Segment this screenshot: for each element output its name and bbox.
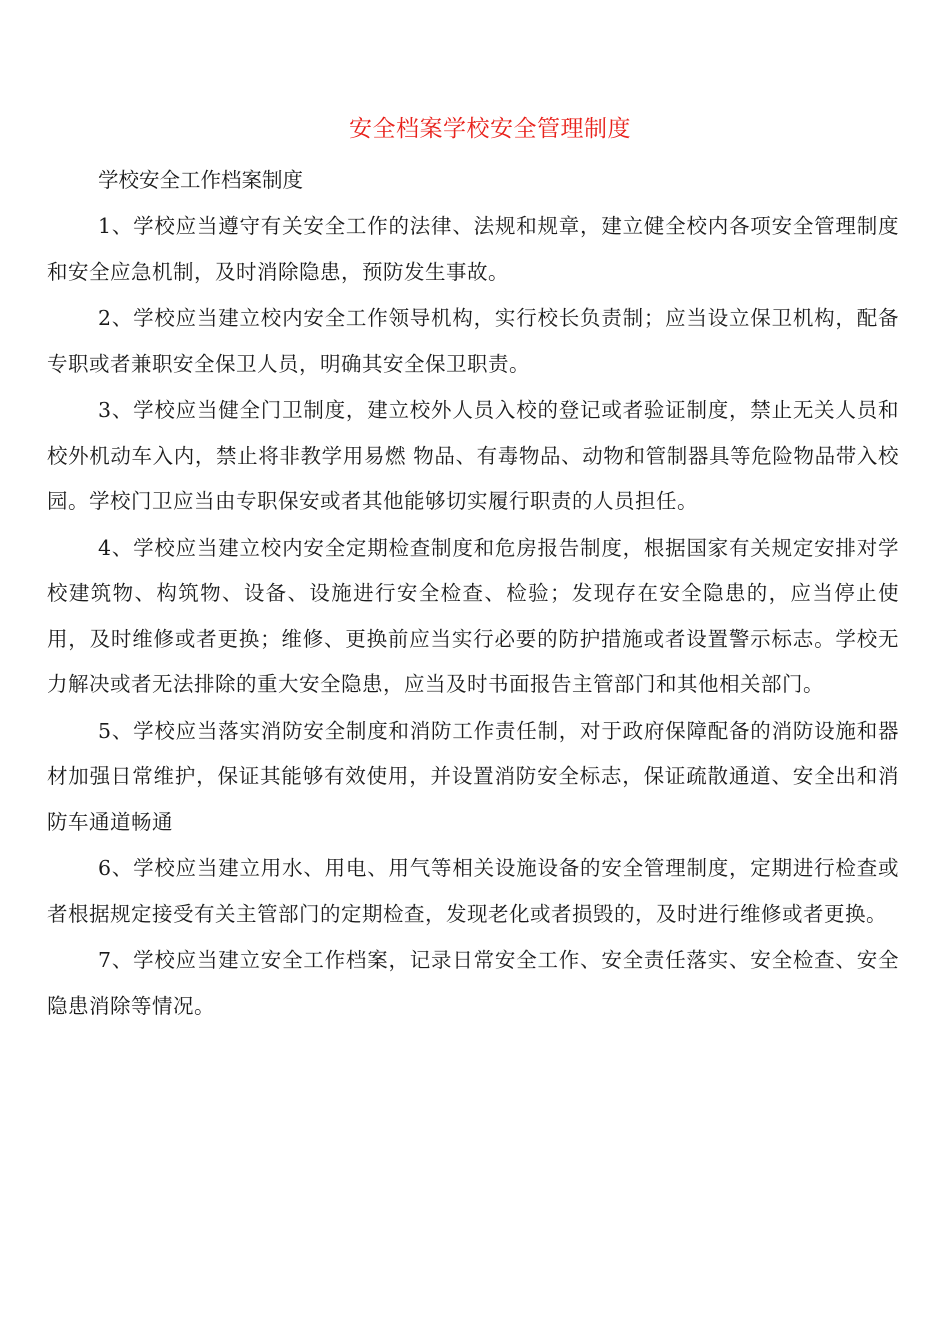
paragraph-5: 5、学校应当落实消防安全制度和消防工作责任制，对于政府保障配备的消防设施和器材加强日常维护，保证其能够有效使用，并设置消防安全标志，保证疏散通道、安全出和消防车通道畅通 — [47, 718, 899, 834]
document-subtitle: 学校安全工作档案制度 — [98, 168, 303, 192]
paragraph-2: 2、学校应当建立校内安全工作领导机构，实行校长负责制；应当设立保卫机构，配备专职或者兼职安全保卫人员，明确其安全保卫职责。 — [47, 306, 899, 376]
paragraph-4: 4、学校应当建立校内安全定期检查制度和危房报告制度，根据国家有关规定安排对学校建筑物、构筑物、设备、设施进行安全检查、检验；发现存在安全隐患的，应当停止使用，及时维修或者更换；维修、更换前应当实行必要的防护措施或者设置警示标志。学校无力解决或者无法排除的重大安全隐患，应当及时书面报告主管部门和其他相关部门。 — [47, 535, 899, 696]
paragraph-6: 6、学校应当建立用水、用电、用气等相关设施设备的安全管理制度，定期进行检查或者根据规定接受有关主管部门的定期检查，发现老化或者损毁的，及时进行维修或者更换。 — [47, 856, 899, 926]
paragraph-7: 7、学校应当建立安全工作档案，记录日常安全工作、安全责任落实、安全检查、安全隐患消除等情况。 — [47, 948, 899, 1018]
paragraph-1: 1、学校应当遵守有关安全工作的法律、法规和规章，建立健全校内各项安全管理制度和安全应急机制，及时消除隐患，预防发生事故。 — [47, 214, 899, 284]
document-title: 安全档案学校安全管理制度 — [349, 116, 631, 142]
document-body — [47, 158, 899, 1030]
paragraph-3: 3、学校应当健全门卫制度，建立校外人员入校的登记或者验证制度，禁止无关人员和校外机动车入内，禁止将非教学用易燃 物品、有毒物品、动物和管制器具等危险物品带入校园。学校门卫应当由专职保安或者其他能够切实履行职责的人员担任。 — [47, 398, 899, 513]
